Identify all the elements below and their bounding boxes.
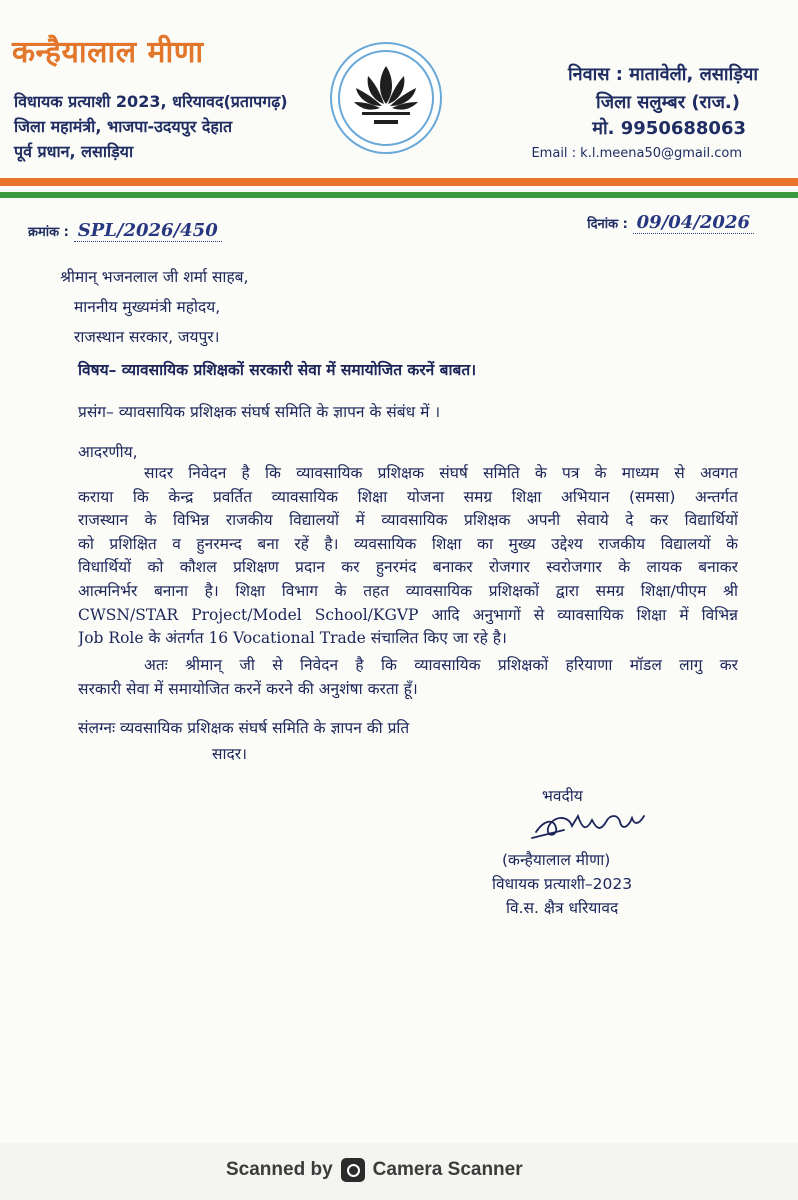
signature-title: विधायक प्रत्याशी–2023 <box>492 875 633 893</box>
date-label: दिनांक : <box>587 217 628 232</box>
body-line: विधार्थियों को कौशल प्रशिक्षण प्रदान कर हुनरमंद बनाकर रोजगार स्वरोजगार के लायक बनाकर <box>78 558 738 577</box>
recipient-line-3: राजस्थान सरकार, जयपुर। <box>74 328 220 346</box>
date-value: 09/04/2026 <box>633 212 754 234</box>
bjp-lotus-logo-icon <box>330 42 442 154</box>
letter-date <box>587 212 754 233</box>
saffron-band <box>0 178 798 186</box>
body-line: राजस्थान के विभिन्न राजकीय विद्यालयों में व्यावसायिक प्रशिक्षक अपनी सेवाये दे कर विद्यार्थियों <box>78 511 738 530</box>
scanner-footer <box>0 1143 798 1200</box>
body-line: को प्रशिक्षित व हुनरमन्द बना रहें है। व्यवसायिक शिक्षा का मुख्य उद्देश्य राजकीय विद्यालयों के <box>78 534 738 553</box>
letterhead-name: कन्हैयालाल मीणा <box>12 35 204 70</box>
scanner-app-name: Camera Scanner <box>372 1159 523 1180</box>
reference-label: क्रमांक : <box>28 225 69 240</box>
enclosure-line: संलग्नः व्यवसायिक प्रशिक्षक संघर्ष समिति के ज्ञापन की प्रति <box>78 719 410 737</box>
camera-scanner-icon <box>341 1158 365 1182</box>
recipient-line-2: माननीय मुख्यमंत्री महोदय, <box>74 298 221 316</box>
reference-line: प्रसंग– व्यावसायिक प्रशिक्षक संघर्ष समिति के ज्ञापन के संबंध में । <box>78 403 441 421</box>
subject-line: विषय– व्यावसायिक प्रशिक्षकों सरकारी सेवा में समायोजित करनें बाबत। <box>78 361 477 379</box>
letterhead-line-3: पूर्व प्रधान, लसाड़िया <box>14 142 134 161</box>
letterhead-email: Email : k.l.meena50@gmail.com <box>531 146 742 161</box>
body-line: अतः श्रीमान् जी से निवेदन है कि व्यावसायिक प्रशिक्षकों हरियाणा मॉडल लागु कर <box>144 656 738 674</box>
body-line: CWSN/STAR Project/Model School/KGVP आदि अनुभागों से व्यावसायिक शिक्षा में विभिन्न <box>78 605 738 624</box>
letterhead-address-1: निवास : मातावेली, लसाड़िया <box>568 64 758 85</box>
scanned-by-label: Scanned by <box>226 1159 333 1180</box>
green-band <box>0 192 798 198</box>
handwritten-signature <box>528 802 668 846</box>
reference-number <box>28 220 222 241</box>
reference-value: SPL/2026/450 <box>74 220 222 242</box>
letterhead-phone: मो. 9950688063 <box>592 118 746 139</box>
signature-name: (कन्हैयालाल मीणा) <box>502 851 611 869</box>
letterhead-line-1: विधायक प्रत्याशी 2023, धरियावद(प्रतापगढ़) <box>14 92 288 111</box>
body-line: कराया कि केन्द्र प्रवर्तित व्यावसायिक शिक्षा योजना समग्र शिक्षा अभियान (समसा) अन्तर्गत <box>78 487 738 506</box>
body-line: सरकारी सेवा में समायोजित करनें करने की अनुशंषा करता हूँ। <box>78 679 418 698</box>
body-line: Job Role के अंतर्गत 16 Vocational Trade संचालित किए जा रहे है। <box>78 629 507 648</box>
signature-constituency: वि.स. क्षैत्र धरियावद <box>506 899 619 917</box>
letterhead-line-2: जिला महामंत्री, भाजपा-उदयपुर देहात <box>14 117 233 136</box>
body-line: आत्मनिर्भर बनाना है। शिक्षा विभाग के तहत व्यावसायिक प्रशिक्षकों द्वारा समग्र शिक्षा/पीएम श्री <box>78 581 738 600</box>
body-line: सादर निवेदन है कि व्यावसायिक प्रशिक्षक संघर्ष समिति के पत्र के माध्यम से अवगत <box>144 464 738 482</box>
letterhead-address-2: जिला सलुम्बर (राज.) <box>596 92 740 113</box>
recipient-line-1: श्रीमान् भजनलाल जी शर्मा साहब, <box>60 268 249 286</box>
salutation: आदरणीय, <box>78 443 138 461</box>
closing-sadar: सादर। <box>212 745 247 763</box>
signature-closing: भवदीय <box>542 787 583 805</box>
body-paragraph-1 <box>78 462 738 651</box>
body-paragraph-2 <box>78 654 738 701</box>
